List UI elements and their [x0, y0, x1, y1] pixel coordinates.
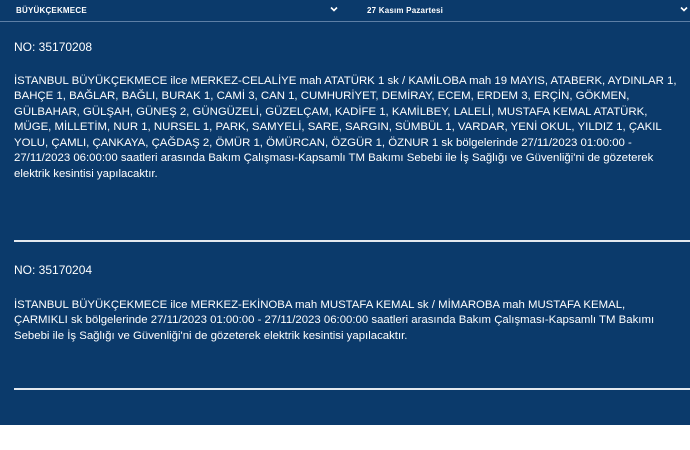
date-select[interactable]: [345, 0, 690, 22]
record-number: NO: 35170208: [14, 40, 93, 54]
district-select[interactable]: [0, 0, 345, 22]
chevron-down-icon: [330, 5, 338, 13]
filter-bar: [0, 0, 690, 22]
date-select-value: 27 Kasım Pazartesi: [367, 6, 444, 15]
outage-record: [14, 40, 682, 182]
outage-record: [14, 263, 682, 344]
record-description: İSTANBUL BÜYÜKÇEKMECE ilce MERKEZ-CELALİYE mah ATATÜRK 1 sk / KAMİLOBA mah 19 MAYIS, ATABERK, AYDINLAR 1, BAHÇE 1, BAĞLAR, BAĞLI, BURAK 1, CAMİ 3, CAN 1, CUMHURİYET, DEMİRAY, ECEM, ERDEM 3, ERÇİN, GÖKMEN, GÜLBAHAR, GÜLŞAH, GÜNEŞ 2, GÜNGÜZELİ, GÜZELÇAM, KADİFE 1, KAMİLBEY, LALELİ, MUSTAFA KEMAL ATATÜRK, MÜGE, MİLLETİM, NUR 1, NURSEL 1, PARK, SAMYELİ, SARE, SARGIN, SÜMBÜL 1, VARDAR, YENİ OKUL, YILDIZ 1, ÇAKIL YOLU, ÇAMLI, ÇANKAYA, ÇAĞDAŞ 2, ÖMÜR 1, ÖMÜRCAN, ÖZGÜR 1, ÖZNUR 1 sk bölgelerinde 27/11/2023 01:00:00 - 27/11/2023 06:00:00 saatleri arasında Bakım Çalışması-Kapsamlı TM Bakımı Sebebi ile İş Sağlığı ve Güvenliği'ni de gözeterek elektrik kesintisi yapılacaktır.: [14, 74, 677, 180]
chevron-down-icon: [680, 5, 688, 13]
record-description: İSTANBUL BÜYÜKÇEKMECE ilce MERKEZ-EKİNOBA mah MUSTAFA KEMAL sk / MİMAROBA mah MUSTAFA KEMAL, ÇARMIKLI sk bölgelerinde 27/11/2023 01:00:00 - 27/11/2023 06:00:00 saatleri arasında Bakım Çalışması-Kapsamlı TM Bakımı Sebebi ile İş Sağlığı ve Güvenliği'ni de gözeterek elektrik kesintisi yapılacaktır.: [14, 298, 655, 342]
divider: [14, 240, 690, 242]
divider: [14, 388, 690, 390]
record-number: NO: 35170204: [14, 263, 93, 277]
district-select-value: BÜYÜKÇEKMECE: [16, 6, 87, 15]
